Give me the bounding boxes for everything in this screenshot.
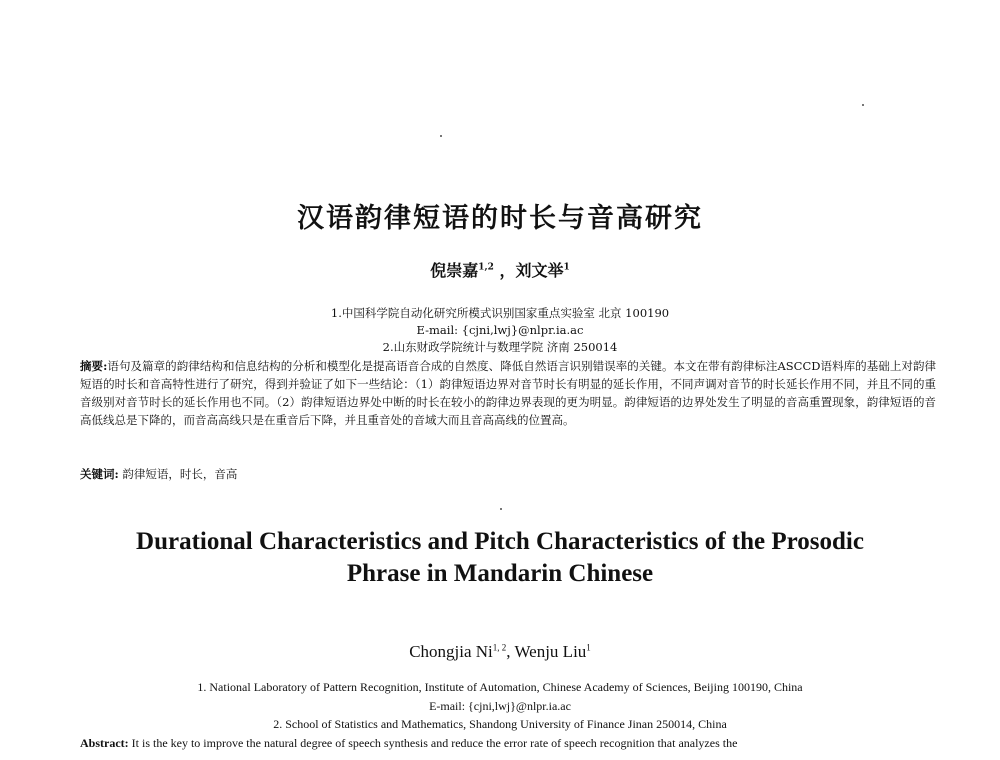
en-author-separator: , — [506, 642, 515, 661]
scan-speck — [862, 104, 864, 106]
cn-author-1-affil: 1,2 — [478, 262, 494, 273]
cn-author-1: 倪崇嘉 — [430, 261, 479, 280]
cn-email: E-mail: {cjni,lwj}@nlpr.ia.ac — [416, 323, 584, 337]
cn-authors — [0, 258, 1000, 281]
en-author-1: Chongjia Ni — [409, 642, 493, 661]
scan-speck — [440, 135, 442, 137]
scan-speck — [500, 508, 502, 510]
en-abstract-label: Abstract: — [80, 736, 129, 750]
en-affiliation-2: 2. School of Statistics and Mathematics, Shandong University of Finance Jinan 250014, China — [273, 717, 727, 731]
cn-affiliation-2: 2.山东财政学院统计与数理学院 济南 250014 — [382, 340, 618, 354]
cn-author-separator: ， — [493, 261, 516, 280]
cn-keywords-label: 关键词: — [80, 467, 119, 481]
cn-abstract-text: 语句及篇章的韵律结构和信息结构的分析和模型化是提高语音合成的自然度、降低自然语言识别错误率的关键。本文在带有韵律标注ASCCD语料库的基础上对韵律短语的时长和音高特性进行了研究，得到并验证了如下一些结论：（1）韵律短语边界对音节时长有明显的延长作用，不同声调对音节的时长延长作用不同，并且不同的重音级别对音节时长的延长作用也不同。（2）韵律短语边界处中断的时长在较小的韵律边界表现的更为明显。韵律短语的边界处发生了明显的音高重置现象，韵律短语的音高低线总是下降的，而音高高线只是在重音后下降，并且重音处的音域大而且音高高线的位置高。 — [80, 359, 936, 427]
cn-abstract — [80, 357, 936, 429]
cn-keywords-text: 韵律短语，时长，音高 — [122, 467, 238, 481]
en-affiliation-1: 1. National Laboratory of Pattern Recognition, Institute of Automation, Chinese Academy of Sciences, Beijing 100190, China — [197, 680, 803, 694]
en-authors — [0, 642, 1000, 662]
en-author-1-affil: 1, 2 — [492, 642, 507, 653]
en-title — [0, 526, 1000, 590]
en-abstract-text: It is the key to improve the natural degree of speech synthesis and reduce the error rate of speech recognition that analyzes the — [131, 736, 738, 750]
cn-keywords — [80, 466, 936, 482]
en-author-2: Wenju Liu — [514, 642, 587, 661]
cn-author-2-affil: 1 — [563, 262, 570, 273]
en-abstract — [80, 735, 936, 752]
en-author-2-affil: 1 — [586, 642, 591, 653]
cn-author-2: 刘文举 — [515, 261, 564, 280]
cn-affiliation-1: 1.中国科学院自动化研究所模式识别国家重点实验室 北京 100190 — [330, 306, 670, 320]
cn-title: 汉语韵律短语的时长与音高研究 — [297, 203, 703, 234]
en-title-line-2: Phrase in Mandarin Chinese — [346, 560, 654, 587]
cn-abstract-label: 摘要: — [80, 359, 108, 373]
en-email: E-mail: {cjni,lwj}@nlpr.ia.ac — [429, 699, 571, 713]
en-title-line-1: Durational Characteristics and Pitch Characteristics of the Prosodic — [136, 528, 864, 555]
